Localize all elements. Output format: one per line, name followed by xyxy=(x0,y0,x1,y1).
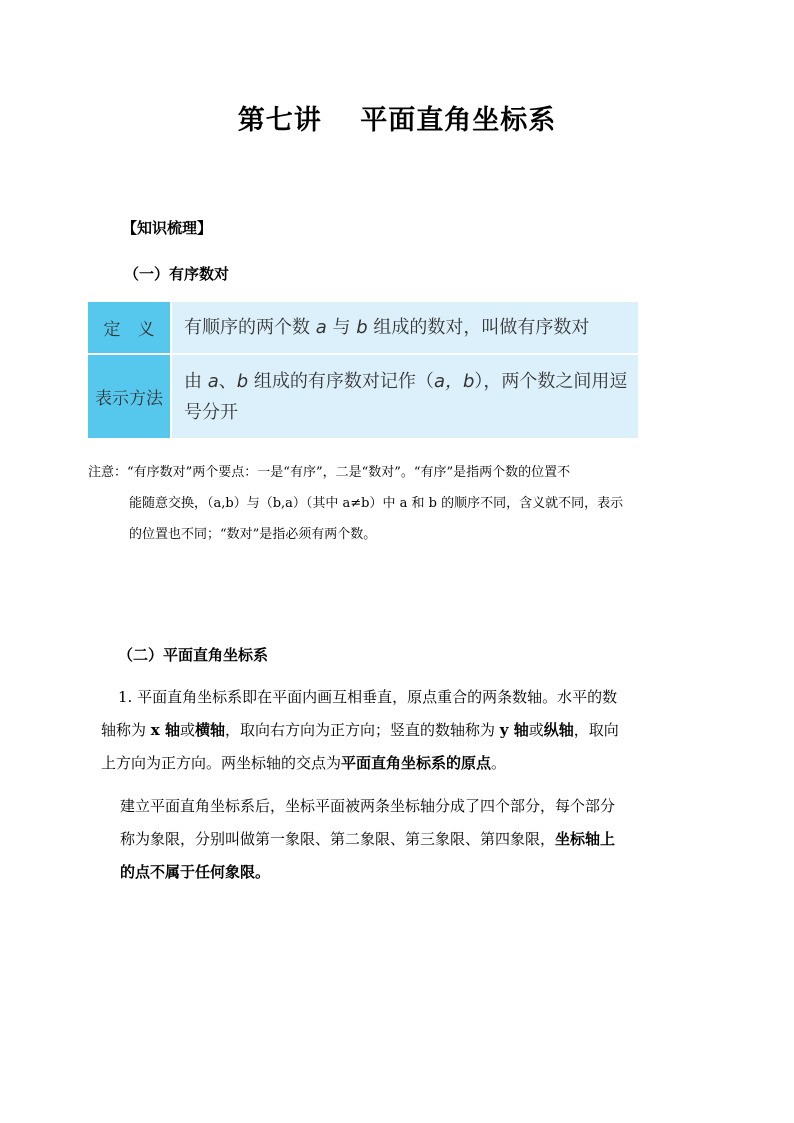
note-line1: 注意：“有序数对”两个要点：一是“有序”，二是“数对”。“有序”是指两个数的位置不 xyxy=(88,465,571,480)
p1-text-a: 轴称为 xyxy=(101,721,151,739)
notation-text-mid: 组成的有序数对记作（ xyxy=(248,370,434,392)
notation-text-pre: 由 xyxy=(184,370,208,392)
p2-bold-a: 坐标轴上 xyxy=(555,830,616,848)
p2-line1: 建立平面直角坐标系后，坐标平面被两条坐标轴分成了四个部分，每个部分 xyxy=(120,797,616,815)
p1-line2 xyxy=(101,714,619,747)
p1-text-b: ，取向右方向为正方向；竖直的数轴称为 xyxy=(224,721,500,739)
p1-text-c: ，取向 xyxy=(573,721,619,739)
knowledge-header: 【知识梳理】 xyxy=(122,219,213,237)
vertical-axis-term: 纵轴 xyxy=(543,721,574,739)
horizontal-axis-term: 横轴 xyxy=(194,721,225,739)
p1-text-e: 。 xyxy=(491,754,507,772)
section2-heading: （二）平面直角坐标系 xyxy=(118,646,269,664)
notation-label: 表示方法 xyxy=(88,354,171,438)
p1-text-d: 上方向为正方向。两坐标轴的交点为 xyxy=(101,754,342,772)
p1-or2: 或 xyxy=(528,721,544,739)
pair-ab: a，b xyxy=(433,370,475,392)
definition-text-pre: 有顺序的两个数 xyxy=(184,317,316,338)
x-axis-term: x 轴 xyxy=(150,721,180,739)
section1-heading: （一）有序数对 xyxy=(124,265,230,283)
definition-text-mid: 与 xyxy=(326,317,357,338)
notation-sep: 、 xyxy=(218,370,237,392)
p1-or1: 或 xyxy=(179,721,195,739)
notation-line1 xyxy=(184,366,638,397)
notation-row xyxy=(88,354,638,438)
p2-text-a: 称为象限，分别叫做第一象限、第二象限、第三象限、第四象限， xyxy=(120,830,556,848)
var-b: b xyxy=(236,370,249,392)
definition-label: 定 义 xyxy=(88,302,171,354)
p1-line1: 1. 平面直角坐标系即在平面内画互相垂直，原点重合的两条数轴。水平的数 xyxy=(118,688,618,706)
var-a: a xyxy=(207,370,219,392)
y-axis-term: y 轴 xyxy=(499,721,529,739)
definition-row xyxy=(88,302,638,354)
p2-line3 xyxy=(120,856,270,889)
note-line2: 能随意交换，（a,b）与（b,a）（其中 a≠b）中 a 和 b 的顺序不同，含义就不同，表示 xyxy=(129,496,624,511)
page-title: 第七讲 平面直角坐标系 xyxy=(237,105,557,136)
definition-text-post: 组成的数对，叫做有序数对 xyxy=(367,317,590,338)
definition-value xyxy=(171,302,638,354)
p2-line2 xyxy=(120,823,615,856)
notation-line2: 号分开 xyxy=(184,401,238,423)
definition-table xyxy=(88,302,638,438)
var-b: b xyxy=(356,317,368,338)
notation-text-post: ），两个数之间用逗 xyxy=(474,370,628,392)
p1-line3 xyxy=(101,747,506,780)
p2-bold-b: 的点不属于任何象限。 xyxy=(120,863,271,881)
note-line3: 的位置也不同；“数对”是指必须有两个数。 xyxy=(129,527,377,542)
origin-term: 平面直角坐标系的原点 xyxy=(341,754,492,772)
var-a: a xyxy=(315,317,327,338)
notation-value xyxy=(171,354,638,438)
